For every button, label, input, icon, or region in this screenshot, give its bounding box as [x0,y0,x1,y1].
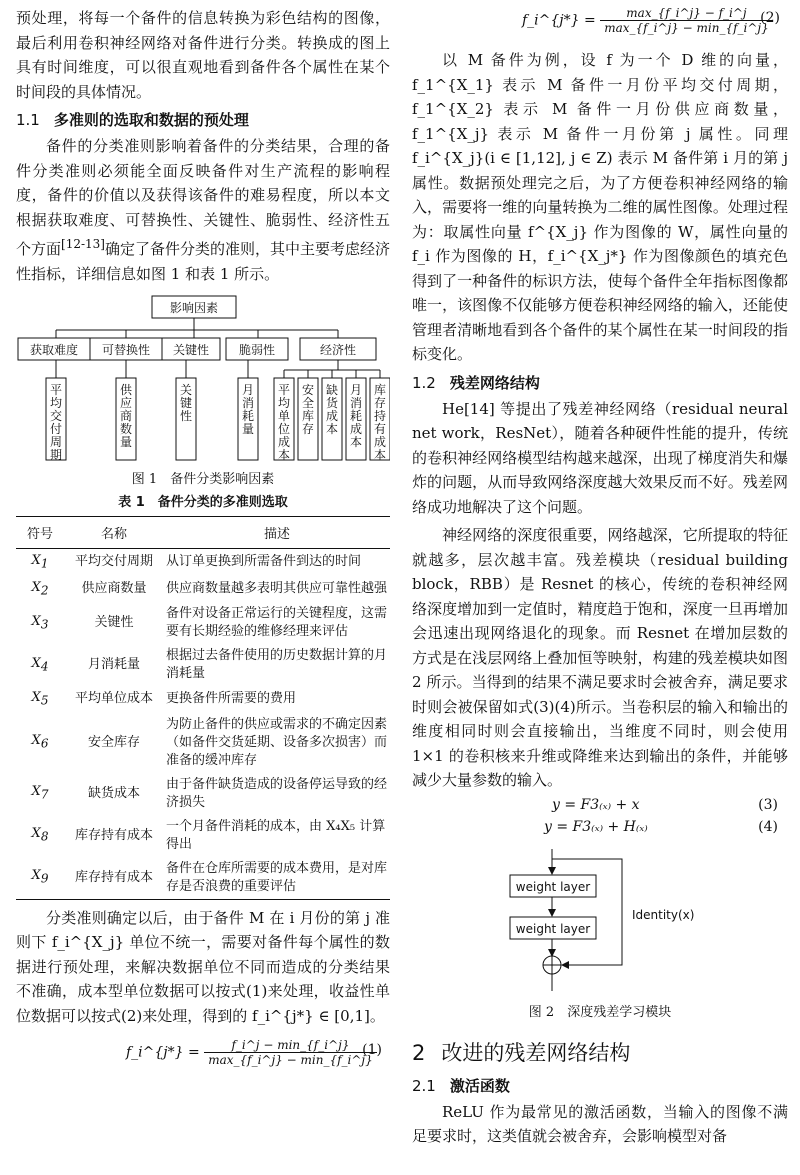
table-row: $X_9$ 库存持有成本 备件在仓库所需要的成本费用，是对库存是否浪费的重要评估 [16,857,390,900]
tree-category-label: 经济性 [319,343,357,357]
table-row: $X_2$ 供应商数量 供应商数量越多表明其供应可靠性越强 [31,579,388,598]
paragraph: 备件的分类准则影响着备件的分类结果，合理的备件分类准则必须能全面反映备件对生产流程的影响程度，备件的价值以及获得该备件的难易程度，所以本文根据获取难度、可替换性、关键性、脆弱性、经济性五个方面[12-13]确定了备件分类的准则，其中主要考虑经济性指标，详细信息如图 1 和表 1 所示。 [16,137,390,283]
paragraph: 神经网络的深度很重要，网络越深，它所提取的特征就越多，层次越丰富。残差模块（residual building block，RBB）是 Resnet 的核心，传统的卷积神经网络深度增加到一定值时，精度趋于饱和，深度一旦再增加会迅速出现网络退化的现象。而 Resnet 在增加层数的方式是在浅层网络上叠加恒等映射，构建的残差模块如图 2 所示。当得到的结果不满足要求时会被舍弃，满足要求时则会被保留如式(3)(4)所示。当卷积层的输入和输出的维度相同时则会直接输出，当维度不同时，则会使用 1×1 的卷积核来升维或降维来达到输出的条件，并能够减少大量参数的输入。 [412,526,788,789]
column-header: 描述 [164,517,390,549]
table-row: $X_6$ 安全库存 为防止备件的供应或需求的不确定因素（如备件交货延期、设备多次损害）而准备的缓冲库存 [31,716,388,768]
section-heading: 2.1 激活函数 [412,1076,510,1095]
citation: [12-13] [61,237,105,251]
tree-leaf-label: 月消耗量 [241,383,255,436]
paragraph: 预处理，将每一个备件的信息转换为彩色结构的图像，最后利用卷积神经网络对备件进行分类。转换成的图上具有时间维度，可以很直观地看到备件各个属性在某个时间段的具体情况。 [16,9,390,101]
tree-leaf-label: 月消耗成本 [349,383,363,449]
weight-layer-label: weight layer [515,921,591,936]
figure-1-tree [16,294,390,464]
table-row: $X_5$ 平均单位成本 更换备件所需要的费用 [31,690,297,708]
table-row: $X_1$ 平均交付周期 从订单更换到所需备件到达的时间 [31,553,362,571]
figure-2-residual-block [412,845,788,993]
section-heading: 1.2 残差网络结构 [412,373,540,392]
tree-leaf-label: 供应商数量 [119,383,133,449]
paragraph: 以 M 备件为例，设 f 为一个 D 维的向量，f_1^{X_1} 表示 M 备件一月份平均交付周期，f_1^{X_2} 表示 M 备件一月份供应商数量，f_1^{X_j} 表示 M 备件一月份第 j 属性。同理 f_i^{X_j}(i ∈ [1,12], j ∈ Z) 表示 M 备件第 i 月的第 j 属性。数据预处理完之后，为了方便卷积神经网络的输入，需要将一维的向量转换为二维的属性图像。处理过程为：取属性向量 f^{X_j} 作为图像的 W，属性向量的 f_i 作为图像的 H，f_i^{X_j*} 作为图像颜色的填充色得到了一种备件的标识方法，使每个备件全年指标图像都唯一，该图像不仅能够方便卷积神经网络的输入，还能使管理者清晰地看到各个备件的某个属性在某一时间段的指标变化。 [412,51,788,363]
column-header: 名称 [64,517,164,549]
tree-leaf-label: 关键性 [179,383,193,423]
table-row: $X_8$ 库存持有成本 一个月备件消耗的成本，由 X₄X₅ 计算得出 [31,818,386,852]
tree-leaf-label: 平均交付周期 [49,383,63,462]
paragraph: 分类准则确定以后，由于备件 M 在 i 月份的第 j 准则下 f_i^{X_j} 单位不统一，需要对备件每个属性的数据进行预处理，来解决数据单位不同而造成的分类结果不准确，成本型单位数据可以按式(1)来处理，收益性单位数据可以按式(2)来处理，得到的 f_i^{j*} ∈ [0,1]。 [16,908,390,1025]
tree-root-label: 影响因素 [169,301,219,315]
tree-category-label: 脆弱性 [238,343,276,357]
criteria-table [16,516,390,900]
left-column [16,0,390,1068]
equation-1: f_i^{j*} = $\frac{f\_i\^{}j - \min\_\{f\_i\^{}j\}}{\max\_\{f\_i\^{}j\} - \min\_\{f\_i\^{}j\}}$ (1) [126,1038,382,1068]
equation-2: f_i^{j*} = $\frac{\max\_\{f\_i\^{}j\} - f\_i\^{}j}{\max\_\{f\_i\^{}j\} - \min\_\{f\_i\^{}j\}}$ (2) [522,6,780,35]
tree-leaf-label: 库存持有成本 [373,383,387,462]
right-column [412,0,788,1149]
tree-leaf-label: 安全库存 [301,383,315,436]
table-1-caption: 表 1 备件分类的多准则选取 [118,495,288,510]
table-row: $X_4$ 月消耗量 根据过去备件使用的历史数据计算的月消耗量 [31,648,388,682]
figure-2-caption: 图 2 深度残差学习模块 [528,1004,672,1020]
section-heading: 2 改进的残差网络结构 [412,1040,631,1065]
identity-label: Identity(x) [632,907,695,922]
column-header: 符号 [16,517,64,549]
table-row: $X_7$ 缺货成本 由于备件缺货造成的设备停运导致的经济损失 [31,776,388,810]
tree-leaf-label: 缺货成本 [325,383,339,436]
table-row: $X_3$ 关键性 备件对设备正常运行的关键程度，这需要有长期经验的维修经理来评估 [31,606,388,640]
paragraph: ReLU 作为最常见的激活函数，当输入的图像不满足要求时，这类值就会被舍弃，会影响模型对备 [412,1102,788,1145]
tree-leaf-label: 平均单位成本 [277,383,291,462]
weight-layer-label: weight layer [515,879,591,894]
paragraph: He[14] 等提出了残差神经网络（residual neural net work，ResNet），随着各种硬件性能的提升，传统的卷积神经网络模型结构越来越深，出现了梯度消失和爆炸的问题，从而导致网络深度越大效果反而不好。残差网络成功地解决了这个问题。 [412,399,788,516]
equation-4: y = F3₍ₓ₎ + H₍ₓ₎ (4) [544,818,778,835]
figure-1-caption: 图 1 备件分类影响因素 [131,472,275,487]
tree-category-label: 获取难度 [29,343,79,357]
tree-category-label: 可替换性 [101,343,151,357]
section-heading: 1.1 多准则的选取和数据的预处理 [16,111,249,129]
tree-category-label: 关键性 [172,343,210,357]
equation-3: y = F3₍ₓ₎ + x (3) [552,796,778,813]
